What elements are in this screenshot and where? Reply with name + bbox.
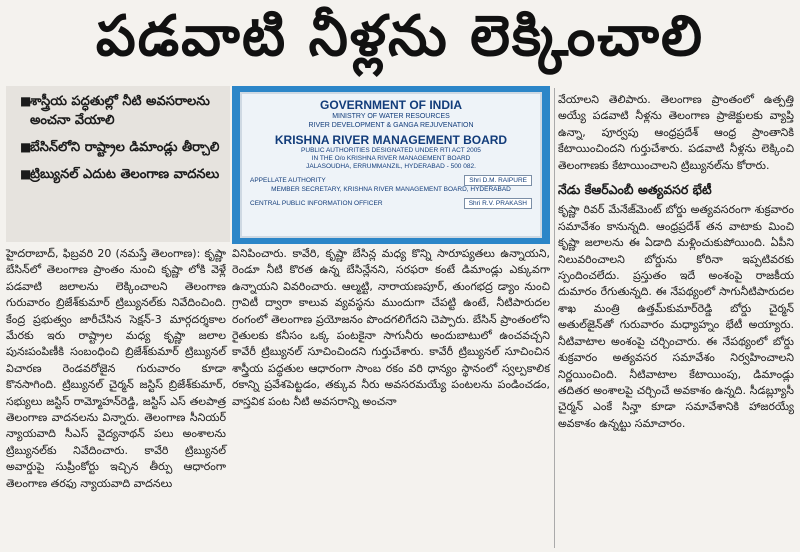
signboard — [240, 92, 542, 238]
board-appellate-row — [250, 175, 532, 186]
highlight-text: బేసిన్‌లోని రాష్ట్రాల డిమాండ్లు తీర్చాలి — [30, 140, 220, 155]
article-text: వేయాలని తెలిపారు. తెలంగాణ ప్రాంతంలో ఉత్పత్తి అయ్యే పడవాటి నీళ్లను తెలంగాణ ప్రాజెక్టులకు వ్యాప్తి ఉన్నా, పూర్వపు ఆంధ్రప్రదేశ్ ఆంధ్ర ప్రాంతానికి కేటాయించిందని గుర్తుచేశారు. పడవాటి నీళ్లను లెక్కించి తెలంగాణకు కేటాయించాలని ట్రిబ్యునల్‌ను కోరారు. — [558, 93, 794, 172]
pio-label: CENTRAL PUBLIC INFORMATION OFFICER — [250, 200, 383, 207]
board-ministry: MINISTRY OF WATER RESOURCES — [332, 113, 450, 120]
column-divider — [554, 88, 555, 548]
article-column-2 — [232, 246, 550, 410]
highlight-item — [20, 138, 222, 157]
article-text: వినిపించారు. కావేరి, కృష్ణా బేసిన్ల మధ్య కొన్ని సారూప్యతలు ఉన్నాయని, రెండూ నీటి కొరత ఉన్న బేసిన్లేనని, సరఫరా కంటే డిమాండ్లు ఎక్కువగా ఉన్నాయని వివరించారు. ఆల్మట్టి, నారాయణపూర్, తుంగభద్ర డ్యాం నుంచి గ్రావిటీ ద్వారా కాలువ వ్యవస్థను ముందుగా చేపట్టి ఉంటే, నీటిపారుదల రంగంలో తెలంగాణ ప్రయోజనం పొందగలిగేదని చెప్పారు. బేసిన్ ప్రాంతంలోని రైతులకు కనీసం ఒక్క పంటకైనా సాగునీరు అందుబాటులో ఉంచవచ్చని కావేరీ ట్రిబ్యునల్ సూచించిందని గుర్తుచేశారు. కావేరీ ట్రిబ్యునల్ సూచించిన శాస్త్రీయ పద్ధతుల ఆధారంగా సాంబ రకం వరి ధాన్యం స్థానంలో స్వల్పకాలిక రకాన్ని ప్రవేశపెట్టడం, తక్కువ నీరు అవసరమయ్యే పంటలను పండించడం, వాస్తవిక పంట నీటి అవసరాన్ని అంచనా — [232, 247, 550, 408]
highlight-text: శాస్త్రీయ పద్ధతుల్లో నీటి అవసరాలను అంచనా వేయాలి — [30, 94, 210, 128]
highlight-text: ట్రిబ్యునల్ ఎదుట తెలంగాణ వాదనలు — [30, 167, 220, 182]
bullet-icon: ■ — [20, 94, 32, 108]
article-column-3 — [558, 92, 794, 432]
highlight-item — [20, 165, 222, 184]
board-name: KRISHNA RIVER MANAGEMENT BOARD — [274, 133, 508, 147]
bullet-icon: ■ — [20, 140, 32, 154]
subheading: నేడు కేఆర్‌ఎంబీ అత్యవసర భేటీ — [558, 182, 712, 198]
board-member: MEMBER SECRETARY, KRISHNA RIVER MANAGEMENT BOARD, HYDERABAD — [271, 186, 511, 193]
board-line3: JALASOUDHA, ERRUMMANZIL, HYDERABAD - 500 082. — [306, 163, 476, 170]
board-line2: IN THE O/o KRISHNA RIVER MANAGEMENT BOARD — [311, 155, 471, 162]
board-pio-row — [250, 198, 532, 209]
appellate-label: APPELLATE AUTHORITY — [250, 177, 326, 184]
signboard-photo — [232, 86, 550, 244]
article-column-1 — [6, 246, 226, 492]
pio-name: Shri R.V. PRAKASH — [464, 198, 532, 209]
board-line1: PUBLIC AUTHORITIES DESIGNATED UNDER RTI ACT 2005 — [301, 147, 481, 154]
board-dept: RIVER DEVELOPMENT & GANGA REJUVENATION — [308, 122, 474, 129]
board-title: GOVERNMENT OF INDIA — [319, 98, 462, 112]
highlights-box — [6, 86, 230, 242]
article-text: హైదరాబాద్, ఫిబ్రవరి 20 (నమస్తే తెలంగాణ): కృష్ణా బేసిన్‌లో తెలంగాణ ప్రాంతం నుంచి కృష్ణా లోకి వెళ్లే పడవాటి జలాలను లెక్కించాలని తెలంగాణ గురువారం బ్రిజేశ్‌కుమార్ ట్రిబ్యునల్‌కు నివేదించింది. కేంద్ర ప్రభుత్వం జారీచేసిన సెక్షన్-3 మార్గదర్శకాల మేరకు ఇరు రాష్ట్రాల మధ్య కృష్ణా జలాల పునఃపంపిణీకి సంబంధించి బ్రిజేశ్‌కుమార్ ట్రిబ్యునల్ విచారణ రెండవరోజైన గురువారం కూడా కొనసాగింది. ట్రిబ్యునల్ చైర్మన్ జస్టిస్ బ్రిజేశ్‌కుమార్, సభ్యులు జస్టిస్ రామ్మోహన్‌రెడ్డి, జస్టిస్ ఎస్ తలపాత్ర తెలంగాణ వాదనలను విన్నారు. తెలంగాణ సీనియర్ న్యాయవాది సీఎస్ వైద్యనాథన్ పలు అంశాలను ట్రిబ్యునల్‌కు నివేదించారు. కావేరి ట్రిబ్యునల్ అవార్డుపై సుప్రీంకోర్టు ఇచ్చిన తీర్పు ఆధారంగా తెలంగాణ తరఫు న్యాయవాది వాదనలు — [6, 247, 226, 490]
headline: పడవాటి నీళ్లను లెక్కించాలి — [95, 3, 705, 69]
article-text: కృష్ణా రివర్ మేనేజ్‌మెంట్ బోర్డు అత్యవసరంగా శుక్రవారం సమావేశం కానున్నది. ఆంధ్రప్రదేశ్ తన వాటాకు మించి కృష్ణా జలాలను ఈ ఏడాది మళ్లించుకుపోయింది. ఏపీని నిలువరించాలని బోర్డును కోరినా ఇప్పటివరకు స్పందించలేదు. ప్రస్తుతం ఇదే అంశంపై రాజకీయ దుమారం రేగుతున్నది. ఈ నేపథ్యంలో సాగునీటిపారుదల శాఖ మంత్రి ఉత్తమ్‌కుమార్‌రెడ్డి బోర్డు చైర్మన్ అతుల్‌జైన్‌తో గురువారం మధ్యాహ్నం భేటీ అయ్యారు. నీటివాటాల అంశంపై చర్చించారు. ఈ నేపథ్యంలో బోర్డు శుక్రవారం అత్యవసర సమావేశం నిర్వహించాలని నిర్ణయించింది. నీటివాటాల కేటాయింపు, డిమాండ్లు తదితర అంశాలపై చర్చించే అవకాశం ఉన్నది. సీడబ్ల్యూసీ చైర్మన్ ఎంకే సిన్హా కూడా సమావేశానికి హాజరయ్యే అవకాశం ఉన్నట్టు సమాచారం. — [558, 203, 794, 430]
appellate-name: Shri D.M. RAIPURE — [464, 175, 532, 186]
bullet-icon: ■ — [20, 167, 32, 181]
highlight-item — [20, 92, 222, 130]
